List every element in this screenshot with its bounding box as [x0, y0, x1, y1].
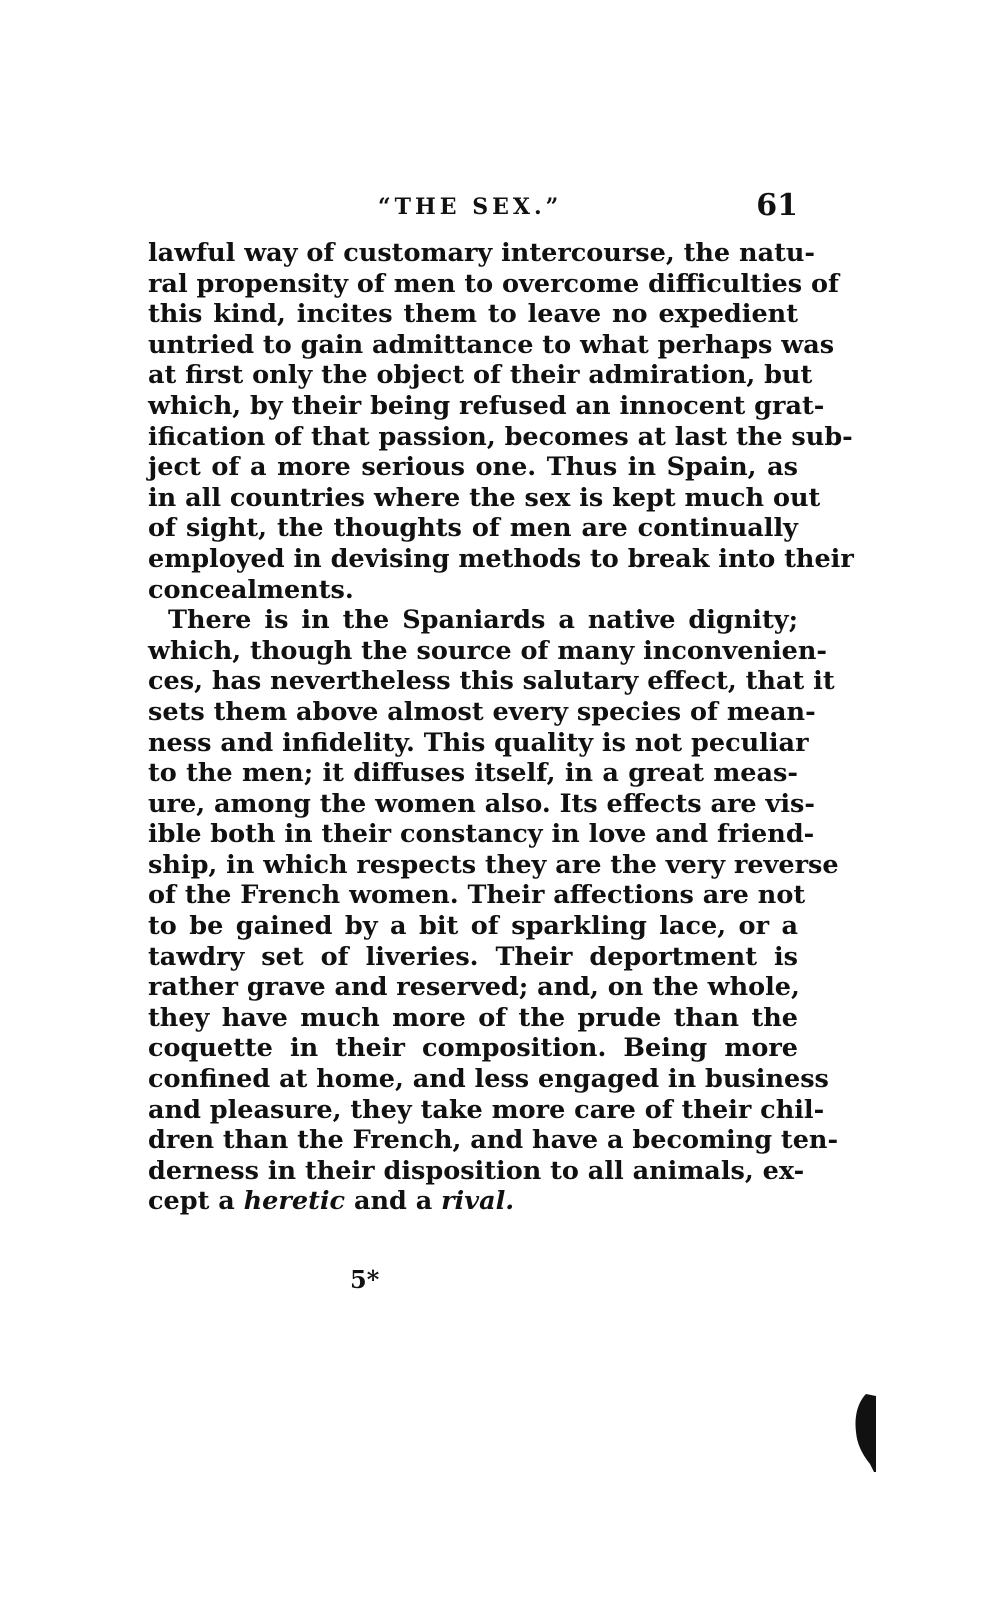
text-line: to the men; it diffuses itself, in a great meas-: [148, 758, 798, 789]
text-line: which, by their being refused an innocent grat-: [148, 390, 825, 421]
text-line: dren than the French, and have a becoming ten-: [148, 1125, 839, 1156]
text-line: employed in devising methods to break into their: [148, 543, 854, 574]
text-line: ject of a more serious one. Thus in Spain, as: [148, 452, 798, 483]
text-line: to be gained by a bit of sparkling lace, or a: [148, 911, 798, 942]
signature-mark: 5*: [350, 1265, 380, 1294]
text-line: coquette in their composition. Being more: [148, 1033, 798, 1064]
final-line-middle: and a: [345, 1186, 442, 1217]
text-line: confined at home, and less engaged in business: [148, 1064, 829, 1095]
text-line: ification of that passion, becomes at last the sub-: [148, 421, 853, 452]
text-line: sets them above almost every species of mean-: [148, 696, 816, 727]
italic-word-heretic: heretic: [243, 1186, 346, 1217]
text-line: and pleasure, they take more care of their chil-: [148, 1094, 825, 1125]
text-line: lawful way of customary intercourse, the natu-: [148, 238, 815, 268]
text-line: ness and infidelity. This quality is not peculiar: [148, 727, 809, 758]
text-line: ces, has nevertheless this salutary effect, that it: [148, 666, 835, 697]
body-text: [148, 238, 854, 1217]
ink-blot-mark: [852, 1392, 878, 1474]
text-line: which, though the source of many inconvenien-: [148, 635, 828, 666]
text-line: at first only the object of their admiration, but: [148, 360, 813, 391]
text-line: ure, among the women also. Its effects are vis-: [148, 788, 815, 819]
text-line: concealments.: [148, 574, 354, 605]
text-line: of sight, the thoughts of men are continually: [148, 513, 798, 544]
text-line: ral propensity of men to overcome difficulties of: [148, 268, 839, 299]
page-number: 61: [756, 188, 798, 223]
text-line: they have much more of the prude than the: [148, 1002, 798, 1033]
text-line: untried to gain admittance to what perhaps was: [148, 329, 835, 360]
text-line: this kind, incites them to leave no expedient: [148, 299, 798, 330]
text-line: of the French women. Their affections are not: [148, 880, 806, 911]
italic-word-rival: rival.: [441, 1186, 515, 1217]
text-line: ible both in their constancy in love and friend-: [148, 819, 815, 850]
page-header: [148, 188, 798, 228]
text-line: ship, in which respects they are the very reverse: [148, 849, 839, 880]
text-line: derness in their disposition to all animals, ex-: [148, 1155, 805, 1186]
text-line: in all countries where the sex is kept much out: [148, 482, 821, 513]
text-line: rather grave and reserved; and, on the whole,: [148, 972, 800, 1003]
text-line: There is in the Spaniards a native dignity;: [168, 605, 798, 636]
final-line-prefix: cept a: [148, 1186, 244, 1217]
final-text-line: [148, 1186, 798, 1217]
text-line: tawdry set of liveries. Their deportment is: [148, 941, 798, 972]
running-head: “THE SEX.”: [378, 194, 563, 220]
